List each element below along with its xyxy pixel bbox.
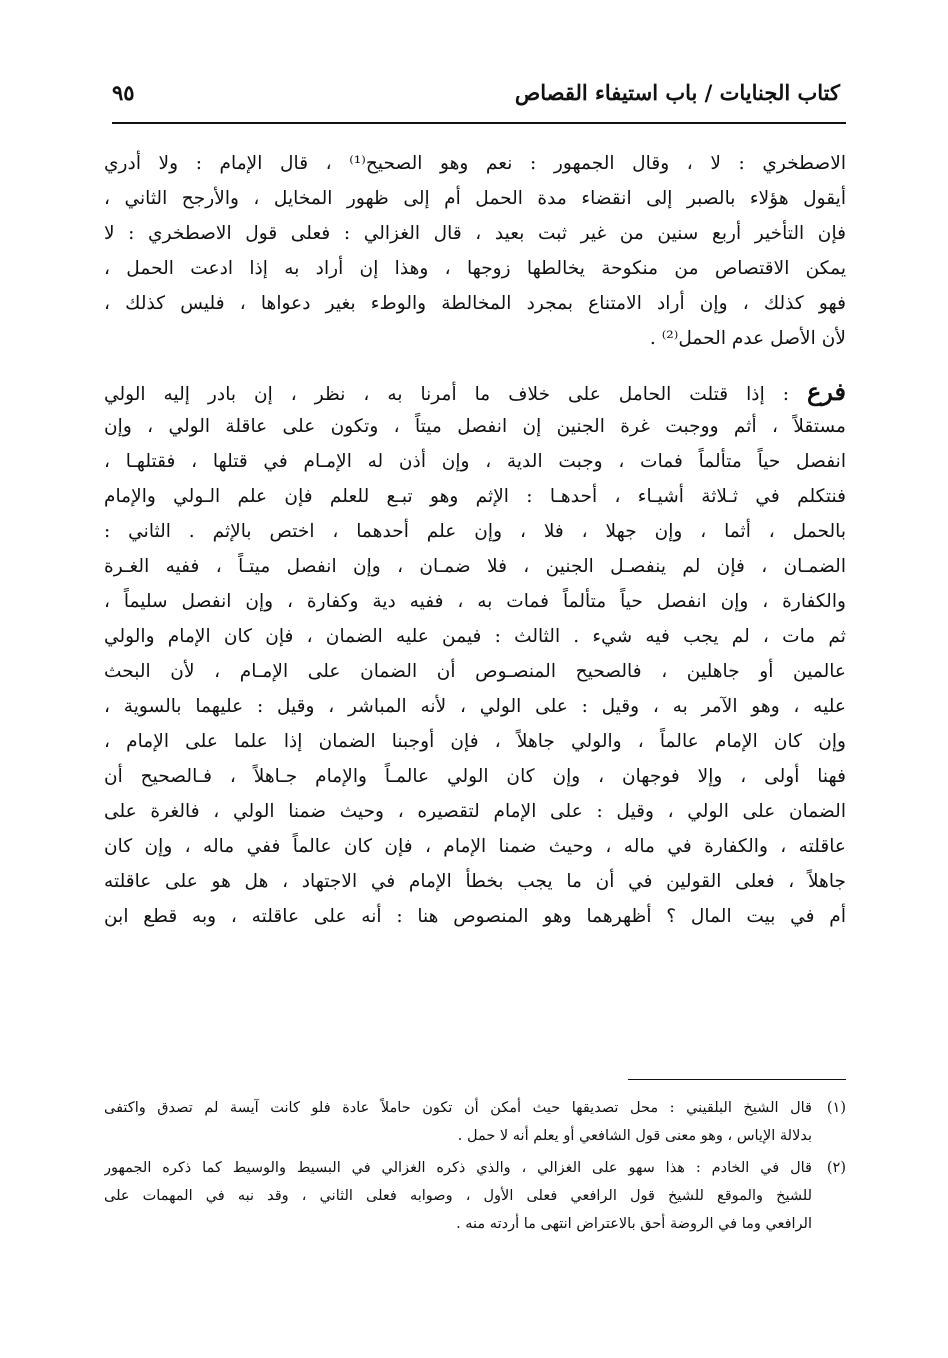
text-line: جاهلاً ، فعلى القولين في أن ما يجب بخطأ الإمام في الاجتهاد ، هل هو على عاقلته	[104, 871, 846, 892]
text-line: أم في بيت المال ؟ أظهرهما وهو المنصوص هنا : أنه على عاقلته ، وبه قطع ابن	[104, 906, 846, 927]
text-line: وإن كان الإمام عالماً ، والولي جاهلاً ، فإن أوجبنا الضمان إذا علما على الإمام ،	[104, 731, 846, 752]
heading-line-rest: : إذا قتلت الحامل على خلاف ما أمرنا به ، نظر ، إن بادر إليه الولي	[104, 384, 789, 405]
paragraph-1	[104, 146, 846, 356]
text-line: فهنا أولى ، وإلا فوجهان ، وإن كان الولي عالمـاً والإمام جـاهلاً ، فـالصحيح أن	[104, 766, 846, 787]
header-title: كتاب الجنايات / باب استيفاء القصاص	[514, 80, 840, 105]
text-line: أيقول هؤلاء بالصبر إلى انقضاء مدة الحمل أم إلى ظهور المخايل ، والأرجح الثاني ،	[104, 188, 846, 209]
footnote-line: قال في الخادم : هذا سهو على الغزالي ، والذي ذكره الغزالي في البسيط والوسيط كما ذكره الجمهور	[104, 1160, 812, 1176]
footnote-line: للشيخ والموقع للشيخ قول الرافعي فعلى الأول ، وصوابه فعلى الثاني ، وقد نبه في المهمات على	[104, 1188, 812, 1204]
footnote-1	[104, 1094, 846, 1150]
paragraph-2	[104, 374, 846, 934]
text-line	[104, 374, 846, 409]
running-header	[112, 74, 840, 114]
text-line: الضمان على الولي ، وقيل : على الإمام لتقصيره ، وحيث ضمنا الولي ، فالغرة على	[104, 801, 846, 822]
page-number: ٩٥	[112, 80, 135, 105]
footnote-rule	[628, 1079, 846, 1080]
text-line: يمكن الاقتصاص من منكوحة يخالطها زوجها ، وهذا إن أراد به إذا ادعت الحمل ،	[104, 258, 846, 279]
text-line: بالحمل ، أثما ، وإن جهلا ، فلا ، وإن علم أحدهما ، اختص بالإثم . الثاني :	[104, 521, 846, 542]
footnote-2	[104, 1154, 846, 1238]
text-line: لأن الأصل عدم الحمل⁽²⁾ .	[649, 328, 846, 349]
text-line: فهو كذلك ، وإن أراد الامتناع بمجرد المخالطة والوطء بغير دعواها ، فليس كذلك ،	[104, 293, 846, 314]
footnote-line: الرافعي وما في الروضة أحق بالاعتراض انتهى ما أردته منه .	[456, 1216, 812, 1232]
text-line: فإن التأخير أربع سنين من غير ثبت بعيد ، قال الغزالي : فعلى قول الاصطخري : لا	[104, 223, 846, 244]
text-line: الضمـان ، فإن لم ينفصـل الجنين ، فلا ضمـان ، وإن انفصل ميتـاً ، ففيه الغـرة	[104, 556, 846, 577]
footnote-line: بدلالة الإياس ، وهو معنى قول الشافعي أو يعلم أنه لا حمل .	[457, 1128, 812, 1144]
text-line: الاصطخري : لا ، وقال الجمهور : نعم وهو الصحيح⁽¹⁾ ، قال الإمام : ولا أدري	[104, 153, 846, 174]
footnote-number: (٢)	[826, 1160, 846, 1176]
text-line: والكفارة ، وإن انفصل حياً متألماً فمات به ، ففيه دية وكفارة ، وإن انفصل سليماً ،	[104, 591, 846, 612]
footnotes	[104, 1094, 846, 1242]
text-line: ثم مات ، لم يجب فيه شيء . الثالث : فيمن عليه الضمان ، فإن كان الإمام والولي	[104, 626, 846, 647]
text-line: عاقلته ، والكفارة في ماله ، وحيث ضمنا الإمام ، فإن كان عالماً ففي ماله ، وإن كان	[104, 836, 846, 857]
text-line: مستقلاً ، أثم ووجبت غرة الجنين إن انفصل ميتاً ، وتكون على عاقلة الولي ، وإن	[104, 416, 846, 437]
text-line: فنتكلم في ثـلاثة أشيـاء ، أحدهـا : الإثم وهو تبـع للعلم فإن علم الـولي والإمام	[104, 486, 846, 507]
text-line: عليه ، وهو الآمر به ، وقيل : على الولي ، لأنه المباشر ، وقيل : عليهما بالسوية ،	[104, 696, 846, 717]
footnote-number: (١)	[826, 1100, 846, 1116]
footnote-line: قال الشيخ البلقيني : محل تصديقها حيث أمكن أن تكون حاملاً عادة فلو كانت آيسة لم تصدق واكتفى	[104, 1100, 812, 1116]
main-text	[104, 146, 846, 934]
text-line: عالمين أو جاهلين ، فالصحيح المنصـوص أن الضمان على الإمـام ، لأن البحث	[104, 661, 846, 682]
section-heading: فرع	[806, 377, 846, 406]
text-line: انفصل حياً متألماً فمات ، وجبت الدية ، وإن أذن له الإمـام في قتلها ، فقتلهـا ،	[104, 451, 846, 472]
header-rule	[112, 122, 846, 124]
